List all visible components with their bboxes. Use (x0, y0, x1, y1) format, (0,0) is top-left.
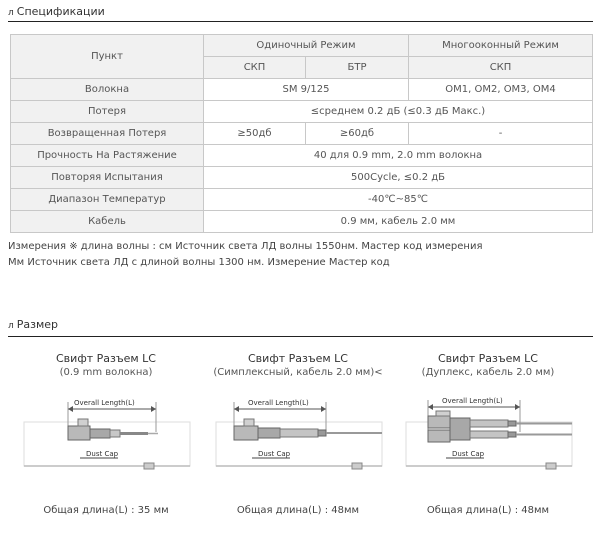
variant-title: Свифт Разъем LC (248, 352, 348, 365)
overall-length-value: Общая длина(L) : 35 мм (43, 505, 169, 516)
cell-all: -40℃~85℃ (204, 189, 593, 211)
header-item: Пункт (11, 35, 204, 79)
row-label: Волокна (11, 79, 204, 101)
measurement-note: Мм Источник света ЛД с длиной волны 1300 нм. Измерение Мастер код (8, 257, 390, 268)
section-divider (8, 21, 593, 22)
overall-length-value: Общая длина(L) : 48мм (426, 505, 550, 516)
overall-length-label: Overall Length(L) (248, 399, 309, 407)
dust-cap-icon (216, 463, 382, 469)
table-row (11, 145, 593, 167)
table-row (11, 167, 593, 189)
cell-all: ≤среднем 0.2 дБ (≤0.3 дБ Макс.) (204, 101, 593, 123)
row-label: Потеря (11, 101, 204, 123)
connector-drawing (200, 392, 396, 502)
size-section-title (8, 318, 58, 331)
cell-multi: OM1, OM2, OM3, OM4 (409, 79, 593, 101)
header-multi-mode: Многооконный Режим (409, 35, 593, 57)
section-marker: л (8, 8, 14, 18)
dust-cap-icon (24, 463, 190, 469)
row-label: Диапазон Температур (11, 189, 204, 211)
spec-table (10, 34, 593, 233)
variant-title: Свифт Разъем LC (438, 352, 538, 365)
section-title-text: Размер (16, 318, 59, 331)
table-row (11, 189, 593, 211)
variant-subtitle: (0.9 mm волокна) (59, 367, 153, 378)
connector-variant (8, 352, 204, 532)
dust-cap-label: Dust Cap (452, 450, 485, 458)
cell-multi: - (409, 123, 593, 145)
variant-subtitle: (Дуплекс, кабель 2.0 мм) (421, 367, 555, 378)
cell-btr: ≥60дб (306, 123, 409, 145)
connector-drawing (8, 392, 204, 502)
cell-all: 0.9 мм, кабель 2.0 мм (204, 211, 593, 233)
spec-section-title (8, 5, 105, 18)
cell-skp: ≥50дб (204, 123, 306, 145)
cell-all: 500Cycle, ≤0.2 дБ (204, 167, 593, 189)
row-label: Кабель (11, 211, 204, 233)
section-title-text: Спецификации (16, 5, 105, 18)
variant-subtitle: (Симплексный, кабель 2.0 мм)< (213, 367, 383, 378)
dust-cap-icon (406, 463, 572, 469)
overall-length-value: Общая длина(L) : 48мм (236, 505, 360, 516)
section-divider (8, 336, 593, 337)
dust-cap-label: Dust Cap (258, 450, 291, 458)
header-skp: СКП (204, 57, 306, 79)
connector-drawing (390, 392, 586, 502)
section-marker: л (8, 321, 14, 331)
cell-all: 40 для 0.9 mm, 2.0 mm волокна (204, 145, 593, 167)
row-label: Прочность На Растяжение (11, 145, 204, 167)
connector-variant (390, 352, 586, 532)
row-label: Возвращенная Потеря (11, 123, 204, 145)
table-row (11, 123, 593, 145)
table-row (11, 211, 593, 233)
header-multi-skp: СКП (409, 57, 593, 79)
overall-length-label: Overall Length(L) (442, 397, 503, 405)
dust-cap-label: Dust Cap (86, 450, 119, 458)
connector-variant (200, 352, 396, 532)
lc-duplex-connector-icon (428, 411, 572, 442)
row-label: Повторяя Испытания (11, 167, 204, 189)
variant-title: Свифт Разъем LC (56, 352, 156, 365)
table-row (11, 79, 593, 101)
overall-length-label: Overall Length(L) (74, 399, 135, 407)
cell-single: SM 9/125 (204, 79, 409, 101)
header-btr: БТР (306, 57, 409, 79)
table-row (11, 101, 593, 123)
header-single-mode: Одиночный Режим (204, 35, 409, 57)
measurement-note: Измерения ※ длина волны : см Источник света ЛД волны 1550нм. Мастер код измерения (8, 241, 483, 252)
